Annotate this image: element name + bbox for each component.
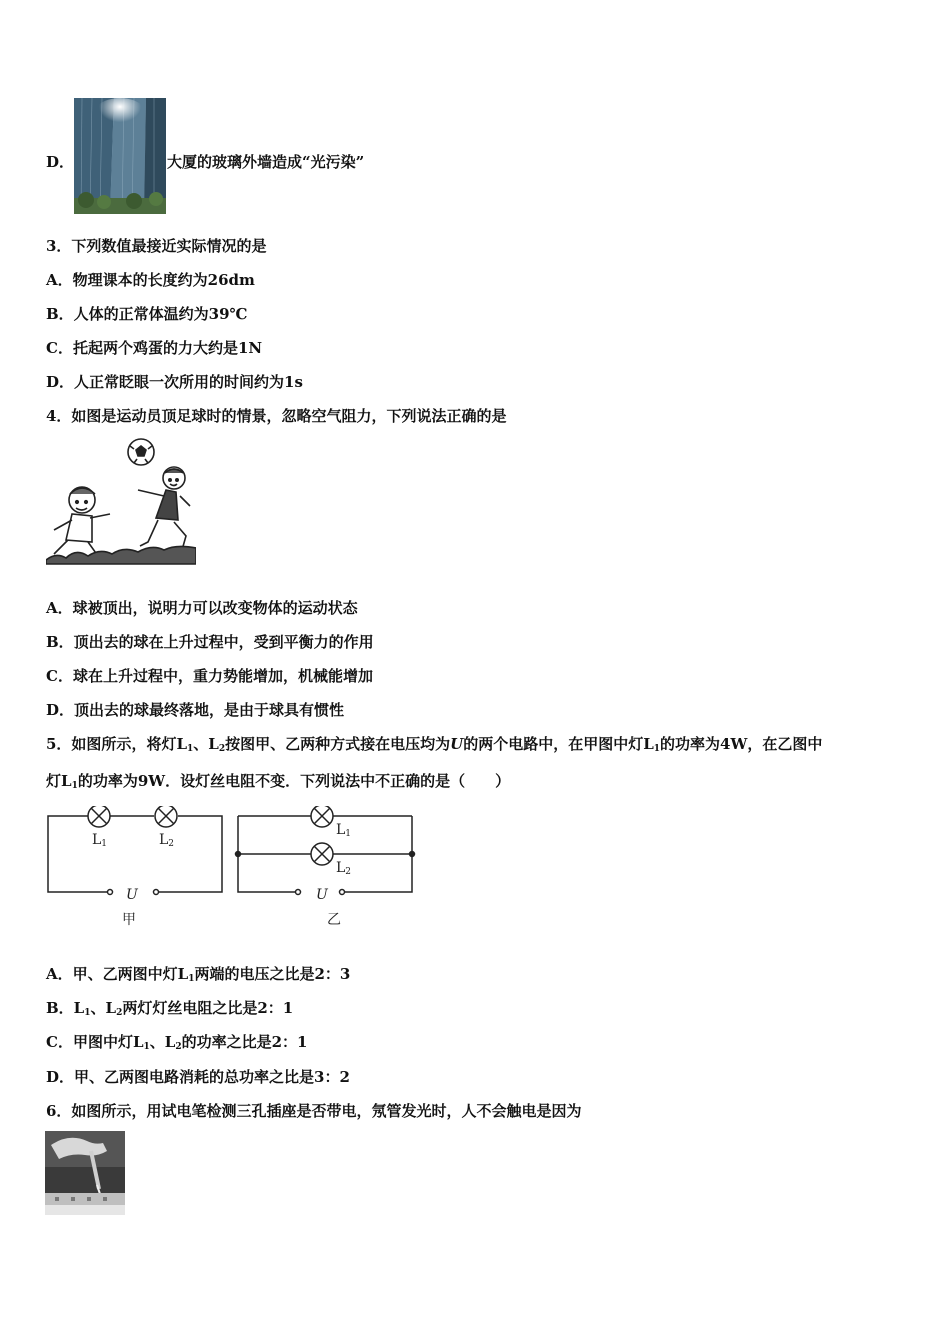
circuit-yi xyxy=(236,806,415,895)
circuit-yi-caption: 乙 xyxy=(327,912,341,928)
circuit-diagrams xyxy=(44,806,420,936)
building-photo xyxy=(74,98,166,214)
q3-option-d: D．人正常眨眼一次所用的时间约为1s xyxy=(46,373,303,391)
q5-option-d: D．甲、乙两图电路消耗的总功率之比是3：2 xyxy=(46,1068,350,1086)
q5-stem-line1: 5．如图所示，将灯$L_1$、$L_2$按图甲、乙两种方式接在电压均为U的两个电路中，在甲图中灯$L_1$的功率为4W，在乙图中 xyxy=(46,735,823,754)
q4-option-b: B．顶出去的球在上升过程中，受到平衡力的作用 xyxy=(46,633,374,651)
q3-stem: 3．下列数值最接近实际情况的是 xyxy=(46,237,267,255)
q4-option-c: C．球在上升过程中，重力势能增加，机械能增加 xyxy=(46,667,373,685)
circuit-yi-u-label: U xyxy=(316,887,328,903)
q5-option-c: C．甲图中灯$L_1$、$L_2$的功率之比是2：1 xyxy=(46,1033,308,1052)
circuit-jia-caption: 甲 xyxy=(122,912,136,928)
football-header-illustration xyxy=(46,436,196,572)
q3-option-a: A．物理课本的长度约为26dm xyxy=(46,271,255,289)
circuit-jia xyxy=(48,806,222,895)
q5-option-a: A．甲、乙两图中灯$L_1$两端的电压之比是2：3 xyxy=(46,965,351,984)
circuit-jia-l2-label: L2 xyxy=(159,832,175,849)
circuit-jia-l1-label: L1 xyxy=(92,832,108,849)
circuit-jia-u-label: U xyxy=(126,887,138,903)
q3-option-b: B．人体的正常体温约为39℃ xyxy=(46,305,248,323)
q6-stem: 6．如图所示，用试电笔检测三孔插座是否带电，氖管发光时，人不会触电是因为 xyxy=(46,1102,582,1120)
q5-stem-line2: 灯$L_1$的功率为9W．设灯丝电阻不变．下列说法中不正确的是（ ） xyxy=(46,772,511,791)
q3-option-c: C．托起两个鸡蛋的力大约是1N xyxy=(46,339,263,357)
q4-stem: 4．如图是运动员顶足球时的情景，忽略空气阻力，下列说法正确的是 xyxy=(46,407,507,425)
q2-option-d-label: D． xyxy=(46,153,75,171)
q4-option-d: D．顶出去的球最终落地，是由于球具有惯性 xyxy=(46,701,345,719)
q5-option-b: B．$L_1$、$L_2$两灯灯丝电阻之比是2：1 xyxy=(46,999,294,1018)
test-pen-photo xyxy=(45,1131,125,1215)
q4-option-a: A．球被顶出，说明力可以改变物体的运动状态 xyxy=(46,599,358,617)
q2-option-d-text: 大厦的玻璃外墙造成“光污染” xyxy=(167,153,365,171)
circuit-yi-l1-label: L1 xyxy=(336,822,352,839)
circuit-yi-l2-label: L2 xyxy=(336,860,352,877)
